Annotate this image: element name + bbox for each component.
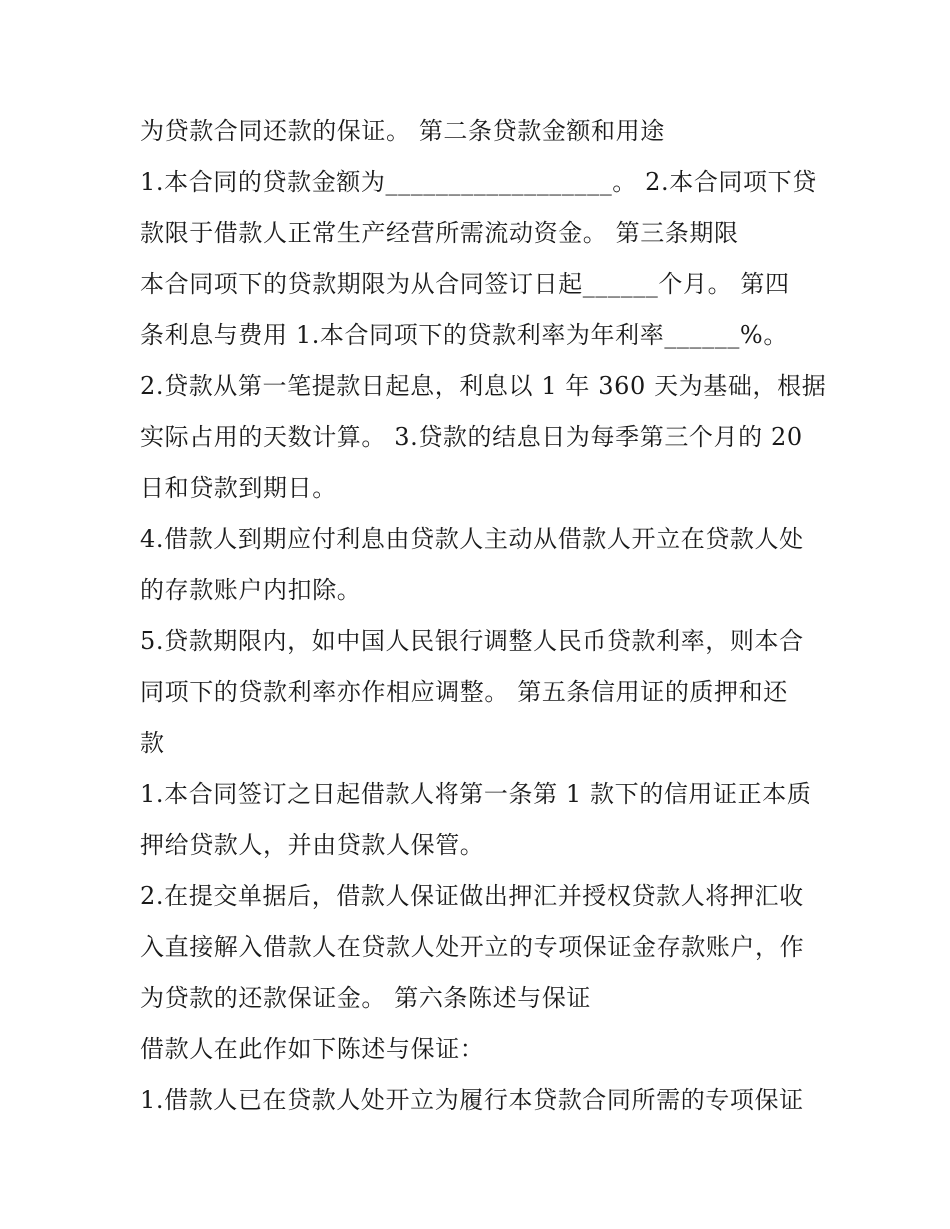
text-line: 2.在提交单据后，借款人保证做出押汇并授权贷款人将押汇收 <box>140 882 804 910</box>
text-line: 条利息与费用 1.本合同项下的贷款利率为年利率______%。 <box>140 321 788 349</box>
text-line: 1.本合同的贷款金额为__________________。 2.本合同项下贷 <box>140 168 817 196</box>
contract-text-block <box>140 106 827 1126</box>
text-line: 1.本合同签订之日起借款人将第一条第 1 款下的信用证正本质 <box>140 780 812 808</box>
text-line: 入直接解入借款人在贷款人处开立的专项保证金存款账户，作 <box>140 933 805 961</box>
text-line: 1.借款人已在贷款人处开立为履行本贷款合同所需的专项保证 <box>140 1086 804 1114</box>
text-line: 为贷款的还款保证金。 第六条陈述与保证 <box>140 984 592 1012</box>
text-line: 的存款账户内扣除。 <box>140 576 362 604</box>
text-line: 借款人在此作如下陈述与保证： <box>140 1035 485 1063</box>
text-line: 5.贷款期限内，如中国人民银行调整人民币贷款利率，则本合 <box>140 627 804 655</box>
text-line: 为贷款合同还款的保证。 第二条贷款金额和用途 <box>140 117 665 145</box>
text-line: 4.借款人到期应付利息由贷款人主动从借款人开立在贷款人处 <box>140 525 804 553</box>
text-line: 款 <box>140 729 165 757</box>
text-line: 押给贷款人，并由贷款人保管。 <box>140 831 485 859</box>
text-line: 本合同项下的贷款期限为从合同签订日起______个月。 第四 <box>140 270 790 298</box>
text-line: 日和贷款到期日。 <box>140 474 337 502</box>
text-line: 款限于借款人正常生产经营所需流动资金。 第三条期限 <box>140 219 739 247</box>
text-line: 同项下的贷款利率亦作相应调整。 第五条信用证的质押和还 <box>140 678 788 706</box>
text-line: 实际占用的天数计算。 3.贷款的结息日为每季第三个月的 20 <box>140 423 803 451</box>
text-line: 2.贷款从第一笔提款日起息，利息以 1 年 360 天为基础，根据 <box>140 372 827 400</box>
